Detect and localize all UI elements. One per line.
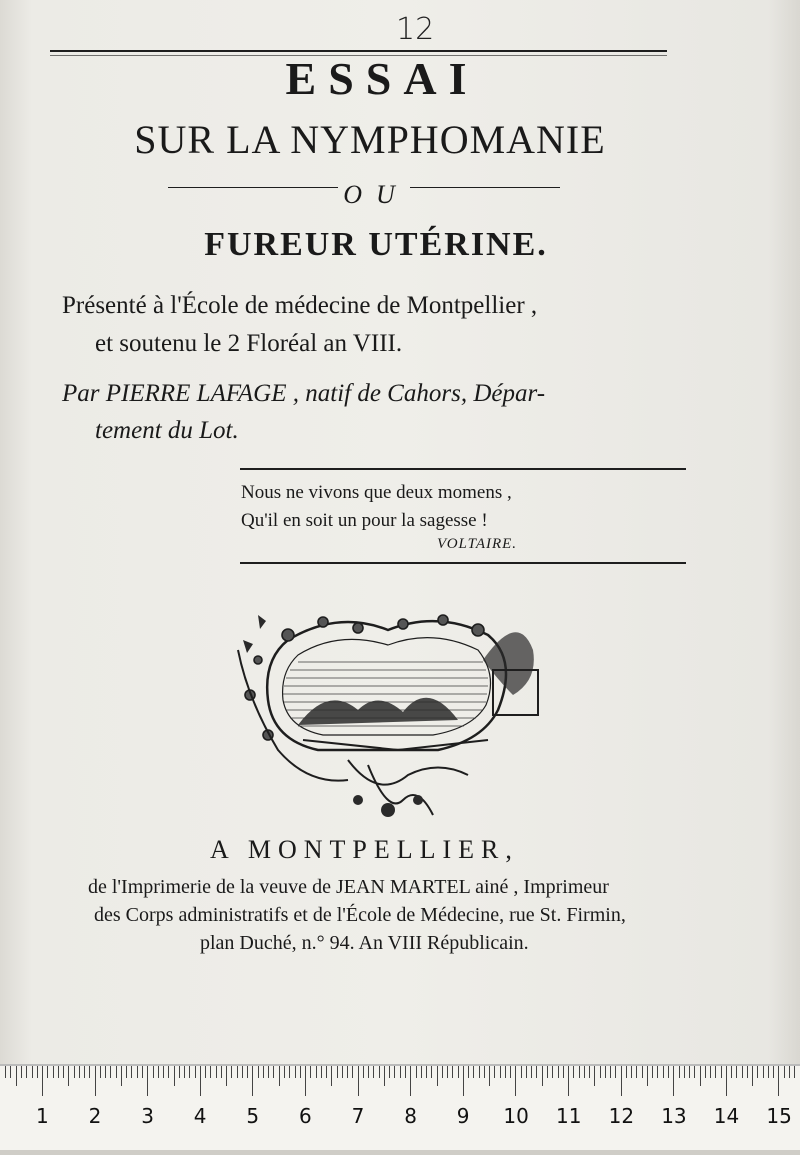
ruler-tick: [784, 1066, 785, 1078]
ruler-tick: [773, 1066, 774, 1078]
author-line-1: Par PIERRE LAFAGE , natif de Cahors, Dépar-: [62, 380, 546, 407]
ruler-tick: [726, 1066, 727, 1096]
ruler-label: 6: [299, 1104, 312, 1128]
ruler-tick: [26, 1066, 27, 1078]
ruler-label: 14: [713, 1104, 740, 1128]
ruler-tick: [158, 1066, 159, 1078]
ruler-tick: [410, 1066, 411, 1096]
ruler-tick: [179, 1066, 180, 1078]
ruler-tick: [142, 1066, 143, 1078]
ruler-tick: [594, 1066, 595, 1086]
ruler-tick: [16, 1066, 17, 1086]
ruler-tick: [489, 1066, 490, 1086]
ruler-tick: [600, 1066, 601, 1078]
ruler-tick: [321, 1066, 322, 1078]
ruler-tick: [331, 1066, 332, 1086]
ruler-tick: [205, 1066, 206, 1078]
ruler-tick: [153, 1066, 154, 1078]
author-line-2: tement du Lot.: [95, 417, 239, 444]
ruler-tick: [300, 1066, 301, 1078]
ruler-label: 15: [766, 1104, 792, 1128]
ruler-tick: [431, 1066, 432, 1078]
ruler-label: 2: [88, 1104, 102, 1128]
ruler-tick: [105, 1066, 106, 1078]
ruler-tick: [794, 1066, 795, 1078]
ruler-tick: [521, 1066, 522, 1078]
ruler-label: 4: [193, 1104, 207, 1128]
ruler-tick: [5, 1066, 6, 1078]
ruler-tick: [526, 1066, 527, 1078]
ruler-tick: [68, 1066, 69, 1086]
ruler-tick: [10, 1066, 11, 1078]
ruler-tick: [479, 1066, 480, 1078]
ruler-tick: [657, 1066, 658, 1078]
ruler-tick: [221, 1066, 222, 1078]
ruler-tick: [505, 1066, 506, 1078]
ruler-tick: [673, 1066, 674, 1096]
ruler-tick: [326, 1066, 327, 1078]
ruler-label: 3: [141, 1104, 154, 1128]
ruler-tick: [168, 1066, 169, 1078]
ruler-tick: [458, 1066, 459, 1078]
ruler-tick: [116, 1066, 117, 1078]
ruler-tick: [442, 1066, 443, 1078]
ruler-tick: [563, 1066, 564, 1078]
ruler-tick: [368, 1066, 369, 1078]
ruler-tick: [742, 1066, 743, 1078]
ruler-tick: [437, 1066, 438, 1086]
ruler-tick: [621, 1066, 622, 1096]
ruler-tick: [715, 1066, 716, 1078]
ruler-tick: [500, 1066, 501, 1078]
epigraph-line-2: Qu'il en soit un pour la sagesse !: [241, 510, 488, 531]
ruler-tick: [763, 1066, 764, 1078]
ruler-tick: [605, 1066, 606, 1078]
subtitle: SUR LA NYMPHOMANIE: [134, 117, 606, 162]
ruler-tick: [373, 1066, 374, 1078]
ruler-tick: [84, 1066, 85, 1078]
ruler-tick: [237, 1066, 238, 1078]
ruler-tick: [579, 1066, 580, 1078]
ruler-tick: [53, 1066, 54, 1078]
ruler-tick: [573, 1066, 574, 1078]
epigraph-attribution: VOLTAIRE.: [437, 536, 518, 552]
ruler-label: 7: [351, 1104, 365, 1128]
ruler-tick: [242, 1066, 243, 1078]
ruler-tick: [679, 1066, 680, 1078]
ruler-tick: [200, 1066, 201, 1096]
ruler-tick: [542, 1066, 543, 1086]
ruler-tick: [510, 1066, 511, 1078]
woodcut-vignette: [228, 600, 548, 830]
ruler-tick: [484, 1066, 485, 1078]
ruler-tick: [347, 1066, 348, 1078]
ruler-tick: [447, 1066, 448, 1078]
ruler-tick: [163, 1066, 164, 1078]
ruler-tick: [515, 1066, 516, 1096]
ruler-tick: [63, 1066, 64, 1078]
epigraph-rule-top: [240, 468, 686, 470]
ruler-tick: [363, 1066, 364, 1078]
imprint-line-2: des Corps administratifs et de l'École de Médecine, rue St. Firmin,: [94, 904, 626, 926]
ruler-label: 10: [503, 1104, 529, 1128]
ruler-tick: [47, 1066, 48, 1078]
ruler-tick: [37, 1066, 38, 1078]
ruler-tick: [89, 1066, 90, 1078]
ruler-tick: [584, 1066, 585, 1078]
ruler-tick: [421, 1066, 422, 1078]
ruler-tick: [426, 1066, 427, 1078]
ruler-tick: [100, 1066, 101, 1078]
ruler-tick: [258, 1066, 259, 1078]
ruler-tick: [110, 1066, 111, 1078]
ruler-tick: [131, 1066, 132, 1078]
ruler-tick: [473, 1066, 474, 1078]
ruler-tick: [647, 1066, 648, 1086]
ruler-tick: [126, 1066, 127, 1078]
ruler-tick: [731, 1066, 732, 1078]
ruler-label: 11: [556, 1104, 582, 1128]
ruler-label: 12: [608, 1104, 635, 1128]
ruler-tick: [694, 1066, 695, 1078]
ruler-tick: [416, 1066, 417, 1078]
ruler-tick: [705, 1066, 706, 1078]
ruler-tick: [352, 1066, 353, 1078]
ruler-tick: [747, 1066, 748, 1078]
ruler-tick: [663, 1066, 664, 1078]
ruler-tick: [531, 1066, 532, 1078]
ruler-tick: [757, 1066, 758, 1078]
ruler-tick: [405, 1066, 406, 1078]
ruler-tick: [79, 1066, 80, 1078]
conjunction: OU: [343, 180, 409, 209]
ruler-tick: [226, 1066, 227, 1086]
ruler-tick: [289, 1066, 290, 1078]
ruler-label: 9: [456, 1104, 470, 1128]
ruler-tick: [626, 1066, 627, 1078]
imprint-line-1: de l'Imprimerie de la veuve de JEAN MARTEL ainé , Imprimeur: [88, 876, 609, 898]
ruler-tick: [279, 1066, 280, 1086]
epigraph-rule-bottom: [240, 562, 686, 564]
ruler-tick: [568, 1066, 569, 1096]
ruler-tick: [263, 1066, 264, 1078]
ruler-tick: [284, 1066, 285, 1078]
ruler-tick: [210, 1066, 211, 1078]
ruler-tick: [174, 1066, 175, 1086]
ruler-tick: [58, 1066, 59, 1078]
imprint-city: A MONTPELLIER,: [210, 835, 519, 864]
ruler-label: 13: [661, 1104, 687, 1128]
ruler-tick: [184, 1066, 185, 1078]
ruler-tick: [689, 1066, 690, 1078]
ruler-tick: [684, 1066, 685, 1078]
ruler-tick: [610, 1066, 611, 1078]
ruler-tick: [121, 1066, 122, 1086]
ruler-tick: [268, 1066, 269, 1078]
measurement-ruler: [0, 1064, 800, 1155]
ruler-tick: [547, 1066, 548, 1078]
ruler-tick: [337, 1066, 338, 1078]
ruler-tick: [389, 1066, 390, 1078]
ruler-tick: [452, 1066, 453, 1078]
ruler-tick: [463, 1066, 464, 1096]
ruler-tick: [189, 1066, 190, 1078]
ruler-tick: [137, 1066, 138, 1078]
ruler-tick: [358, 1066, 359, 1096]
ruler-tick: [310, 1066, 311, 1078]
epigraph-line-1: Nous ne vivons que deux momens ,: [241, 482, 512, 503]
ruler-tick: [778, 1066, 779, 1096]
ruler-tick: [316, 1066, 317, 1078]
ruler-tick: [252, 1066, 253, 1096]
ruler-tick: [147, 1066, 148, 1096]
ruler-tick: [95, 1066, 96, 1096]
ruler-tick: [247, 1066, 248, 1078]
ruler-tick: [710, 1066, 711, 1078]
ruler-tick: [394, 1066, 395, 1078]
ruler-tick: [21, 1066, 22, 1078]
ruler-tick: [668, 1066, 669, 1078]
ruler-tick: [384, 1066, 385, 1086]
ruler-tick: [652, 1066, 653, 1078]
ruler-tick: [789, 1066, 790, 1078]
ruler-tick: [42, 1066, 43, 1096]
ruler-tick: [195, 1066, 196, 1078]
ruler-tick: [400, 1066, 401, 1078]
ruler-tick: [700, 1066, 701, 1086]
ruler-tick: [615, 1066, 616, 1078]
ruler-tick: [494, 1066, 495, 1078]
ruler-label: 1: [36, 1104, 49, 1128]
ruler-tick: [752, 1066, 753, 1086]
ruler-tick: [216, 1066, 217, 1078]
presentation-line-1: Présenté à l'École de médecine de Montpellier ,: [62, 292, 538, 319]
ruler-tick: [74, 1066, 75, 1078]
subtitle-secondary: FUREUR UTÉRINE.: [204, 226, 548, 263]
ruler-tick: [468, 1066, 469, 1078]
ruler-tick: [552, 1066, 553, 1078]
ruler-tick: [721, 1066, 722, 1078]
ruler-tick: [231, 1066, 232, 1078]
ruler-tick: [768, 1066, 769, 1078]
ruler-tick: [295, 1066, 296, 1078]
ruler-label: 5: [246, 1104, 260, 1128]
ruler-tick: [305, 1066, 306, 1096]
presentation-line-2: et soutenu le 2 Floréal an VIII.: [95, 330, 403, 357]
imprint-line-3: plan Duché, n.° 94. An VIII Républicain.: [200, 932, 529, 954]
handwritten-page-number: 12: [396, 12, 435, 47]
title: ESSAI: [285, 53, 479, 104]
ruler-tick: [558, 1066, 559, 1078]
ruler-label: 8: [404, 1104, 417, 1128]
ruler-tick: [379, 1066, 380, 1078]
ruler-tick: [736, 1066, 737, 1078]
ruler-tick: [342, 1066, 343, 1078]
ruler-tick: [32, 1066, 33, 1078]
ruler-tick: [636, 1066, 637, 1078]
ruler-tick: [589, 1066, 590, 1078]
ruler-tick: [631, 1066, 632, 1078]
ruler-tick: [536, 1066, 537, 1078]
ruler-tick: [642, 1066, 643, 1078]
ruler-tick: [273, 1066, 274, 1078]
